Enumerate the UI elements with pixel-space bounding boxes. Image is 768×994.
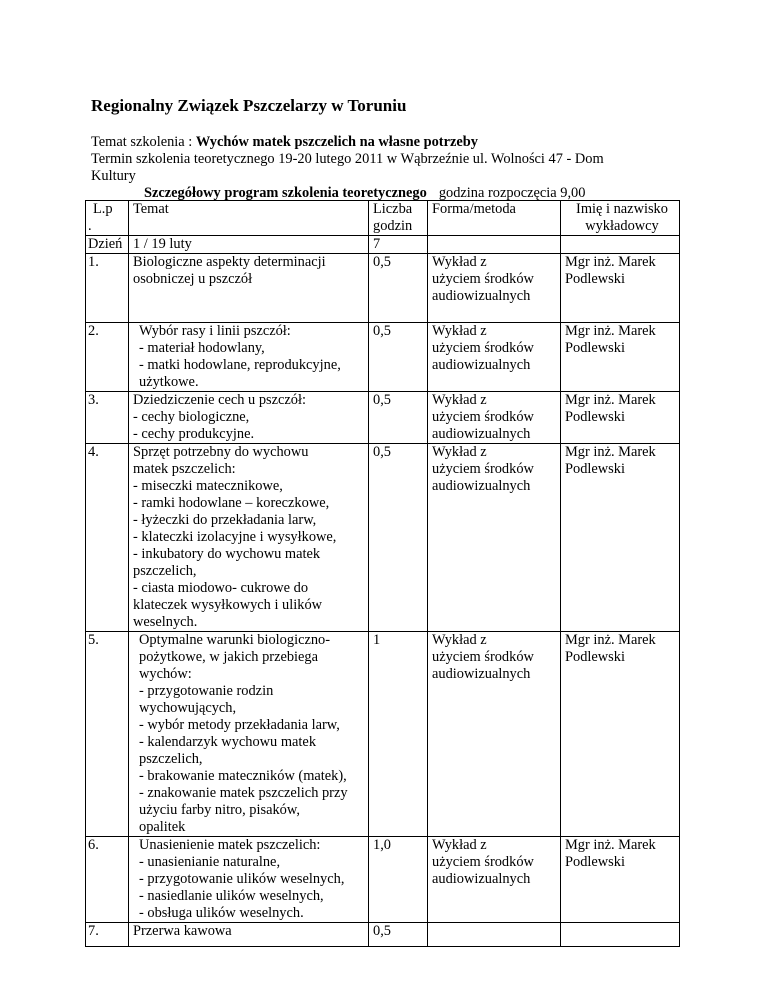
cell-lecturer-line: Podlewski (565, 461, 625, 477)
day-lecturer-empty (561, 236, 680, 254)
cell-hours (369, 254, 428, 323)
program-table-body (86, 201, 680, 947)
cell-hours (369, 632, 428, 837)
cell-topic-line: - klateczki izolacyjne i wysyłkowe, (133, 529, 337, 545)
cell-topic-line: Sprzęt potrzebny do wychowu (133, 444, 309, 460)
cell-topic-line: użytkowe. (139, 374, 199, 390)
training-term-line-2: Kultury (91, 168, 136, 184)
cell-form-line: użyciem środków (432, 409, 534, 425)
cell-topic (129, 923, 369, 947)
cell-lecturer (561, 632, 680, 837)
cell-topic-line: - materiał hodowlany, (139, 340, 265, 356)
cell-topic-line: pożytkowe, w jakich przebiega (139, 649, 319, 665)
cell-topic-line: - wybór metody przekładania larw, (139, 717, 340, 733)
cell-form-line: Wykład z (432, 323, 487, 339)
cell-form-line: audiowizualnych (432, 478, 531, 494)
header-topic: Temat (129, 201, 369, 236)
day-form-empty (428, 236, 561, 254)
cell-topic-line: użyciu farby nitro, pisaków, (139, 802, 300, 818)
cell-topic (129, 254, 369, 323)
cell-lp-line: 4. (88, 444, 99, 460)
cell-lecturer (561, 392, 680, 444)
program-table (85, 200, 680, 947)
table-row (86, 923, 680, 947)
table-row (86, 444, 680, 632)
training-topic (91, 134, 478, 151)
cell-lecturer-line: Podlewski (565, 649, 625, 665)
cell-hours (369, 392, 428, 444)
cell-form (428, 323, 561, 392)
cell-topic-line: - ramki hodowlane – koreczkowe, (133, 495, 330, 511)
training-term-line-1: Termin szkolenia teoretycznego 19-20 lutego 2011 w Wąbrzeźnie ul. Wolności 47 - Dom (91, 151, 604, 167)
cell-form-line: Wykład z (432, 254, 487, 270)
cell-lecturer (561, 444, 680, 632)
start-time: godzina rozpoczęcia 9,00 (438, 185, 586, 201)
cell-form-line: audiowizualnych (432, 426, 531, 442)
cell-topic-line: - nasiedlanie ulików weselnych, (139, 888, 324, 904)
cell-lp-line: 1. (88, 254, 99, 270)
cell-topic-line: - brakowanie mateczników (matek), (139, 768, 347, 784)
cell-topic (129, 837, 369, 923)
header-lecturer: Imię i nazwisko wykładowcy (561, 201, 680, 236)
cell-lecturer (561, 923, 680, 947)
cell-lecturer-line: Podlewski (565, 340, 625, 356)
cell-topic-line: Przerwa kawowa (133, 923, 232, 939)
cell-lp (86, 632, 129, 837)
cell-topic-line: Dziedziczenie cech u pszczół: (133, 392, 306, 408)
cell-lecturer-line: Podlewski (565, 854, 625, 870)
training-topic-prefix: Temat szkolenia : (91, 134, 196, 150)
cell-form-line: Wykład z (432, 837, 487, 853)
cell-lp-line: 2. (88, 323, 99, 339)
cell-topic-line: - miseczki matecznikowe, (133, 478, 283, 494)
cell-form (428, 923, 561, 947)
table-row (86, 254, 680, 323)
day-row (86, 236, 680, 254)
table-header-row (86, 201, 680, 236)
header-hours: Liczba godzin (369, 201, 428, 236)
cell-lecturer-line: Mgr inż. Marek (565, 632, 656, 648)
training-topic-value: Wychów matek pszczelich na własne potrzeby (195, 134, 478, 150)
table-row (86, 837, 680, 923)
day-hours: 7 (369, 236, 428, 254)
cell-topic-line: pszczelich, (133, 563, 197, 579)
cell-hours-line: 0,5 (373, 392, 391, 408)
cell-hours-line: 0,5 (373, 323, 391, 339)
day-date: 1 / 19 luty (129, 236, 369, 254)
cell-form (428, 392, 561, 444)
cell-hours-line: 0,5 (373, 923, 391, 939)
cell-lecturer (561, 323, 680, 392)
cell-topic-line: Biologiczne aspekty determinacji (133, 254, 326, 270)
cell-lecturer-line: Mgr inż. Marek (565, 837, 656, 853)
cell-hours (369, 923, 428, 947)
cell-lp (86, 254, 129, 323)
cell-lecturer (561, 254, 680, 323)
cell-topic-line: - kalendarzyk wychowu matek (139, 734, 317, 750)
cell-topic-line: - cechy biologiczne, (133, 409, 250, 425)
cell-form-line: audiowizualnych (432, 871, 531, 887)
cell-form (428, 444, 561, 632)
cell-form-line: audiowizualnych (432, 357, 531, 373)
cell-hours (369, 323, 428, 392)
cell-topic-line: - inkubatory do wychowu matek (133, 546, 321, 562)
cell-lp (86, 837, 129, 923)
cell-form (428, 254, 561, 323)
cell-topic-line: pszczelich, (139, 751, 203, 767)
cell-form-line: Wykład z (432, 444, 487, 460)
cell-lp (86, 392, 129, 444)
table-row (86, 632, 680, 837)
cell-hours-line: 0,5 (373, 444, 391, 460)
cell-topic-line: klateczek wysyłkowych i ulików (133, 597, 323, 613)
cell-topic-line: - łyżeczki do przekładania larw, (133, 512, 317, 528)
cell-form-line: audiowizualnych (432, 666, 531, 682)
cell-form-line: Wykład z (432, 632, 487, 648)
cell-topic (129, 392, 369, 444)
cell-hours (369, 444, 428, 632)
cell-topic-line: - znakowanie matek pszczelich przy (139, 785, 348, 801)
cell-hours-line: 0,5 (373, 254, 391, 270)
cell-hours-line: 1 (373, 632, 381, 648)
cell-lp-line: 3. (88, 392, 99, 408)
cell-form-line: użyciem środków (432, 271, 534, 287)
cell-topic-line: opalitek (139, 819, 186, 835)
cell-form (428, 632, 561, 837)
cell-form-line: Wykład z (432, 392, 487, 408)
cell-form (428, 837, 561, 923)
cell-topic-line: Wybór rasy i linii pszczół: (139, 323, 291, 339)
cell-lp-line: 7. (88, 923, 99, 939)
header-form: Forma/metoda (428, 201, 561, 236)
cell-form-line: użyciem środków (432, 340, 534, 356)
cell-form-line: użyciem środków (432, 461, 534, 477)
cell-topic-line: - ciasta miodowo- cukrowe do (133, 580, 309, 596)
cell-lecturer (561, 837, 680, 923)
cell-topic-line: weselnych. (133, 614, 198, 630)
cell-lp-line: 5. (88, 632, 99, 648)
cell-topic-line: - cechy produkcyjne. (133, 426, 255, 442)
cell-form-line: audiowizualnych (432, 288, 531, 304)
header-lp: L.p . (86, 201, 129, 236)
cell-topic-line: wychów: (139, 666, 192, 682)
cell-lecturer-line: Mgr inż. Marek (565, 444, 656, 460)
cell-lecturer-line: Podlewski (565, 271, 625, 287)
cell-topic (129, 632, 369, 837)
cell-topic (129, 323, 369, 392)
cell-lp (86, 323, 129, 392)
cell-lecturer-line: Mgr inż. Marek (565, 254, 656, 270)
table-row (86, 323, 680, 392)
cell-topic-line: - matki hodowlane, reprodukcyjne, (139, 357, 341, 373)
cell-lp (86, 923, 129, 947)
cell-hours (369, 837, 428, 923)
cell-lecturer-line: Podlewski (565, 409, 625, 425)
program-title: Szczegółowy program szkolenia teoretycznego (144, 185, 427, 201)
cell-topic-line: osobniczej u pszczół (133, 271, 253, 287)
cell-hours-line: 1,0 (373, 837, 391, 853)
cell-topic-line: - przygotowanie ulików weselnych, (139, 871, 345, 887)
cell-topic-line: - przygotowanie rodzin (139, 683, 274, 699)
page-title: Regionalny Związek Pszczelarzy w Toruniu (91, 96, 407, 115)
cell-topic-line: Unasienienie matek pszczelich: (139, 837, 321, 853)
cell-topic-line: Optymalne warunki biologiczno- (139, 632, 331, 648)
cell-lp-line: 6. (88, 837, 99, 853)
cell-topic-line: - unasienianie naturalne, (139, 854, 281, 870)
cell-form-line: użyciem środków (432, 649, 534, 665)
cell-lecturer-line: Mgr inż. Marek (565, 392, 656, 408)
cell-lp (86, 444, 129, 632)
cell-form-line: użyciem środków (432, 854, 534, 870)
cell-topic-line: wychowujących, (139, 700, 237, 716)
cell-topic-line: - obsługa ulików weselnych. (139, 905, 304, 921)
table-row (86, 392, 680, 444)
cell-topic-line: matek pszczelich: (133, 461, 236, 477)
cell-topic (129, 444, 369, 632)
cell-lecturer-line: Mgr inż. Marek (565, 323, 656, 339)
day-label: Dzień (86, 236, 129, 254)
